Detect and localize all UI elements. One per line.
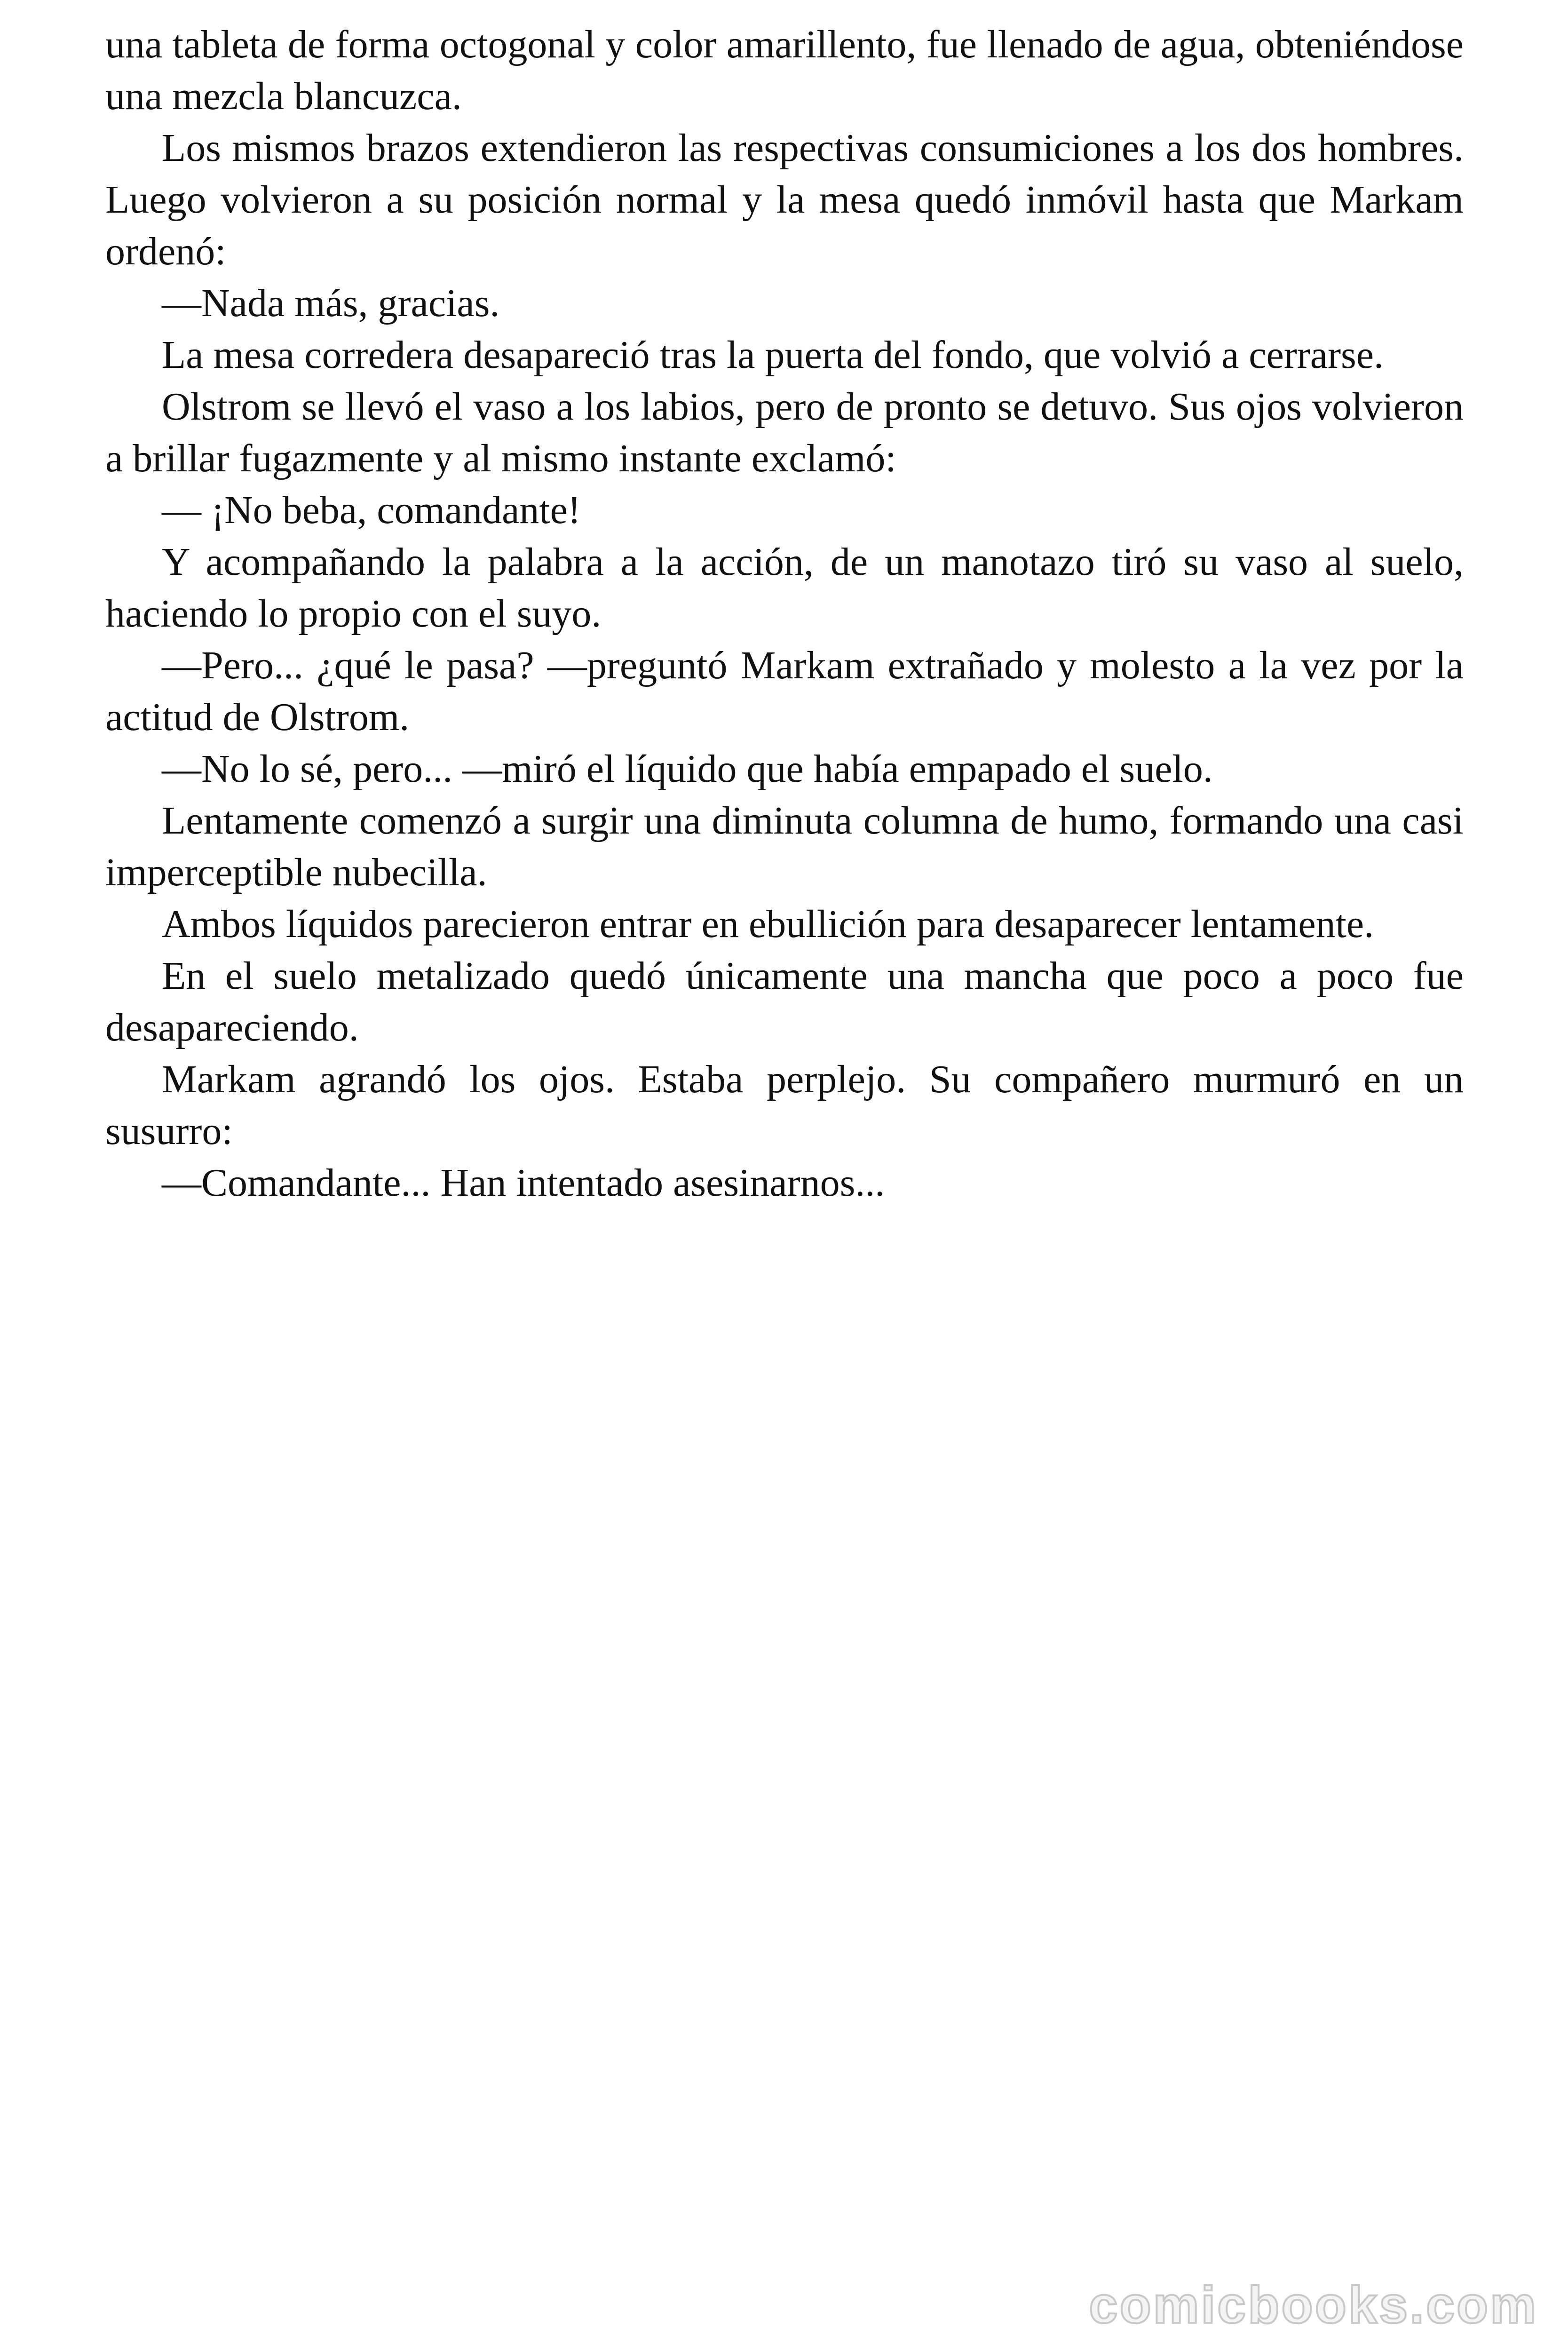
paragraph: Markam agrandó los ojos. Estaba perplejo. Su compañero murmuró en un susurro: (105, 1057, 1464, 1153)
watermark-logo: comicbooks.com (1089, 2276, 1538, 2334)
dialogue-line: —Pero... ¿qué le pasa? —preguntó Markam extrañado y molesto a la vez por la actitud de Olstrom. (105, 644, 1464, 739)
dialogue-line: —Comandante... Han intentado asesinarnos... (162, 1161, 885, 1205)
paragraph: Y acompañando la palabra a la acción, de un manotazo tiró su vaso al suelo, haciendo lo propio con el suyo. (105, 540, 1464, 636)
paragraph: Olstrom se llevó el vaso a los labios, pero de pronto se detuvo. Sus ojos volvieron a brillar fugazmente y al mismo instante exclamó: (105, 385, 1464, 480)
page-text (105, 19, 1464, 1209)
paragraph-continuation: una tableta de forma octogonal y color amarillento, fue llenado de agua, obteniéndose una mezcla blancuzca. (105, 23, 1464, 118)
paragraph: Los mismos brazos extendieron las respectivas consumiciones a los dos hombres. Luego volvieron a su posición normal y la mesa quedó inmóvil hasta que Markam ordenó: (105, 126, 1464, 273)
paragraph: Ambos líquidos parecieron entrar en ebullición para desaparecer lentamente. (162, 902, 1374, 946)
dialogue-line: — ¡No beba, comandante! (162, 488, 581, 532)
paragraph: En el suelo metalizado quedó únicamente una mancha que poco a poco fue desapareciendo. (105, 954, 1464, 1049)
paragraph: Lentamente comenzó a surgir una diminuta columna de humo, formando una casi imperceptible nubecilla. (105, 799, 1464, 894)
dialogue-line: —Nada más, gracias. (162, 281, 500, 325)
paragraph: La mesa corredera desapareció tras la puerta del fondo, que volvió a cerrarse. (162, 333, 1384, 377)
dialogue-line: —No lo sé, pero... —miró el líquido que había empapado el suelo. (162, 747, 1213, 791)
